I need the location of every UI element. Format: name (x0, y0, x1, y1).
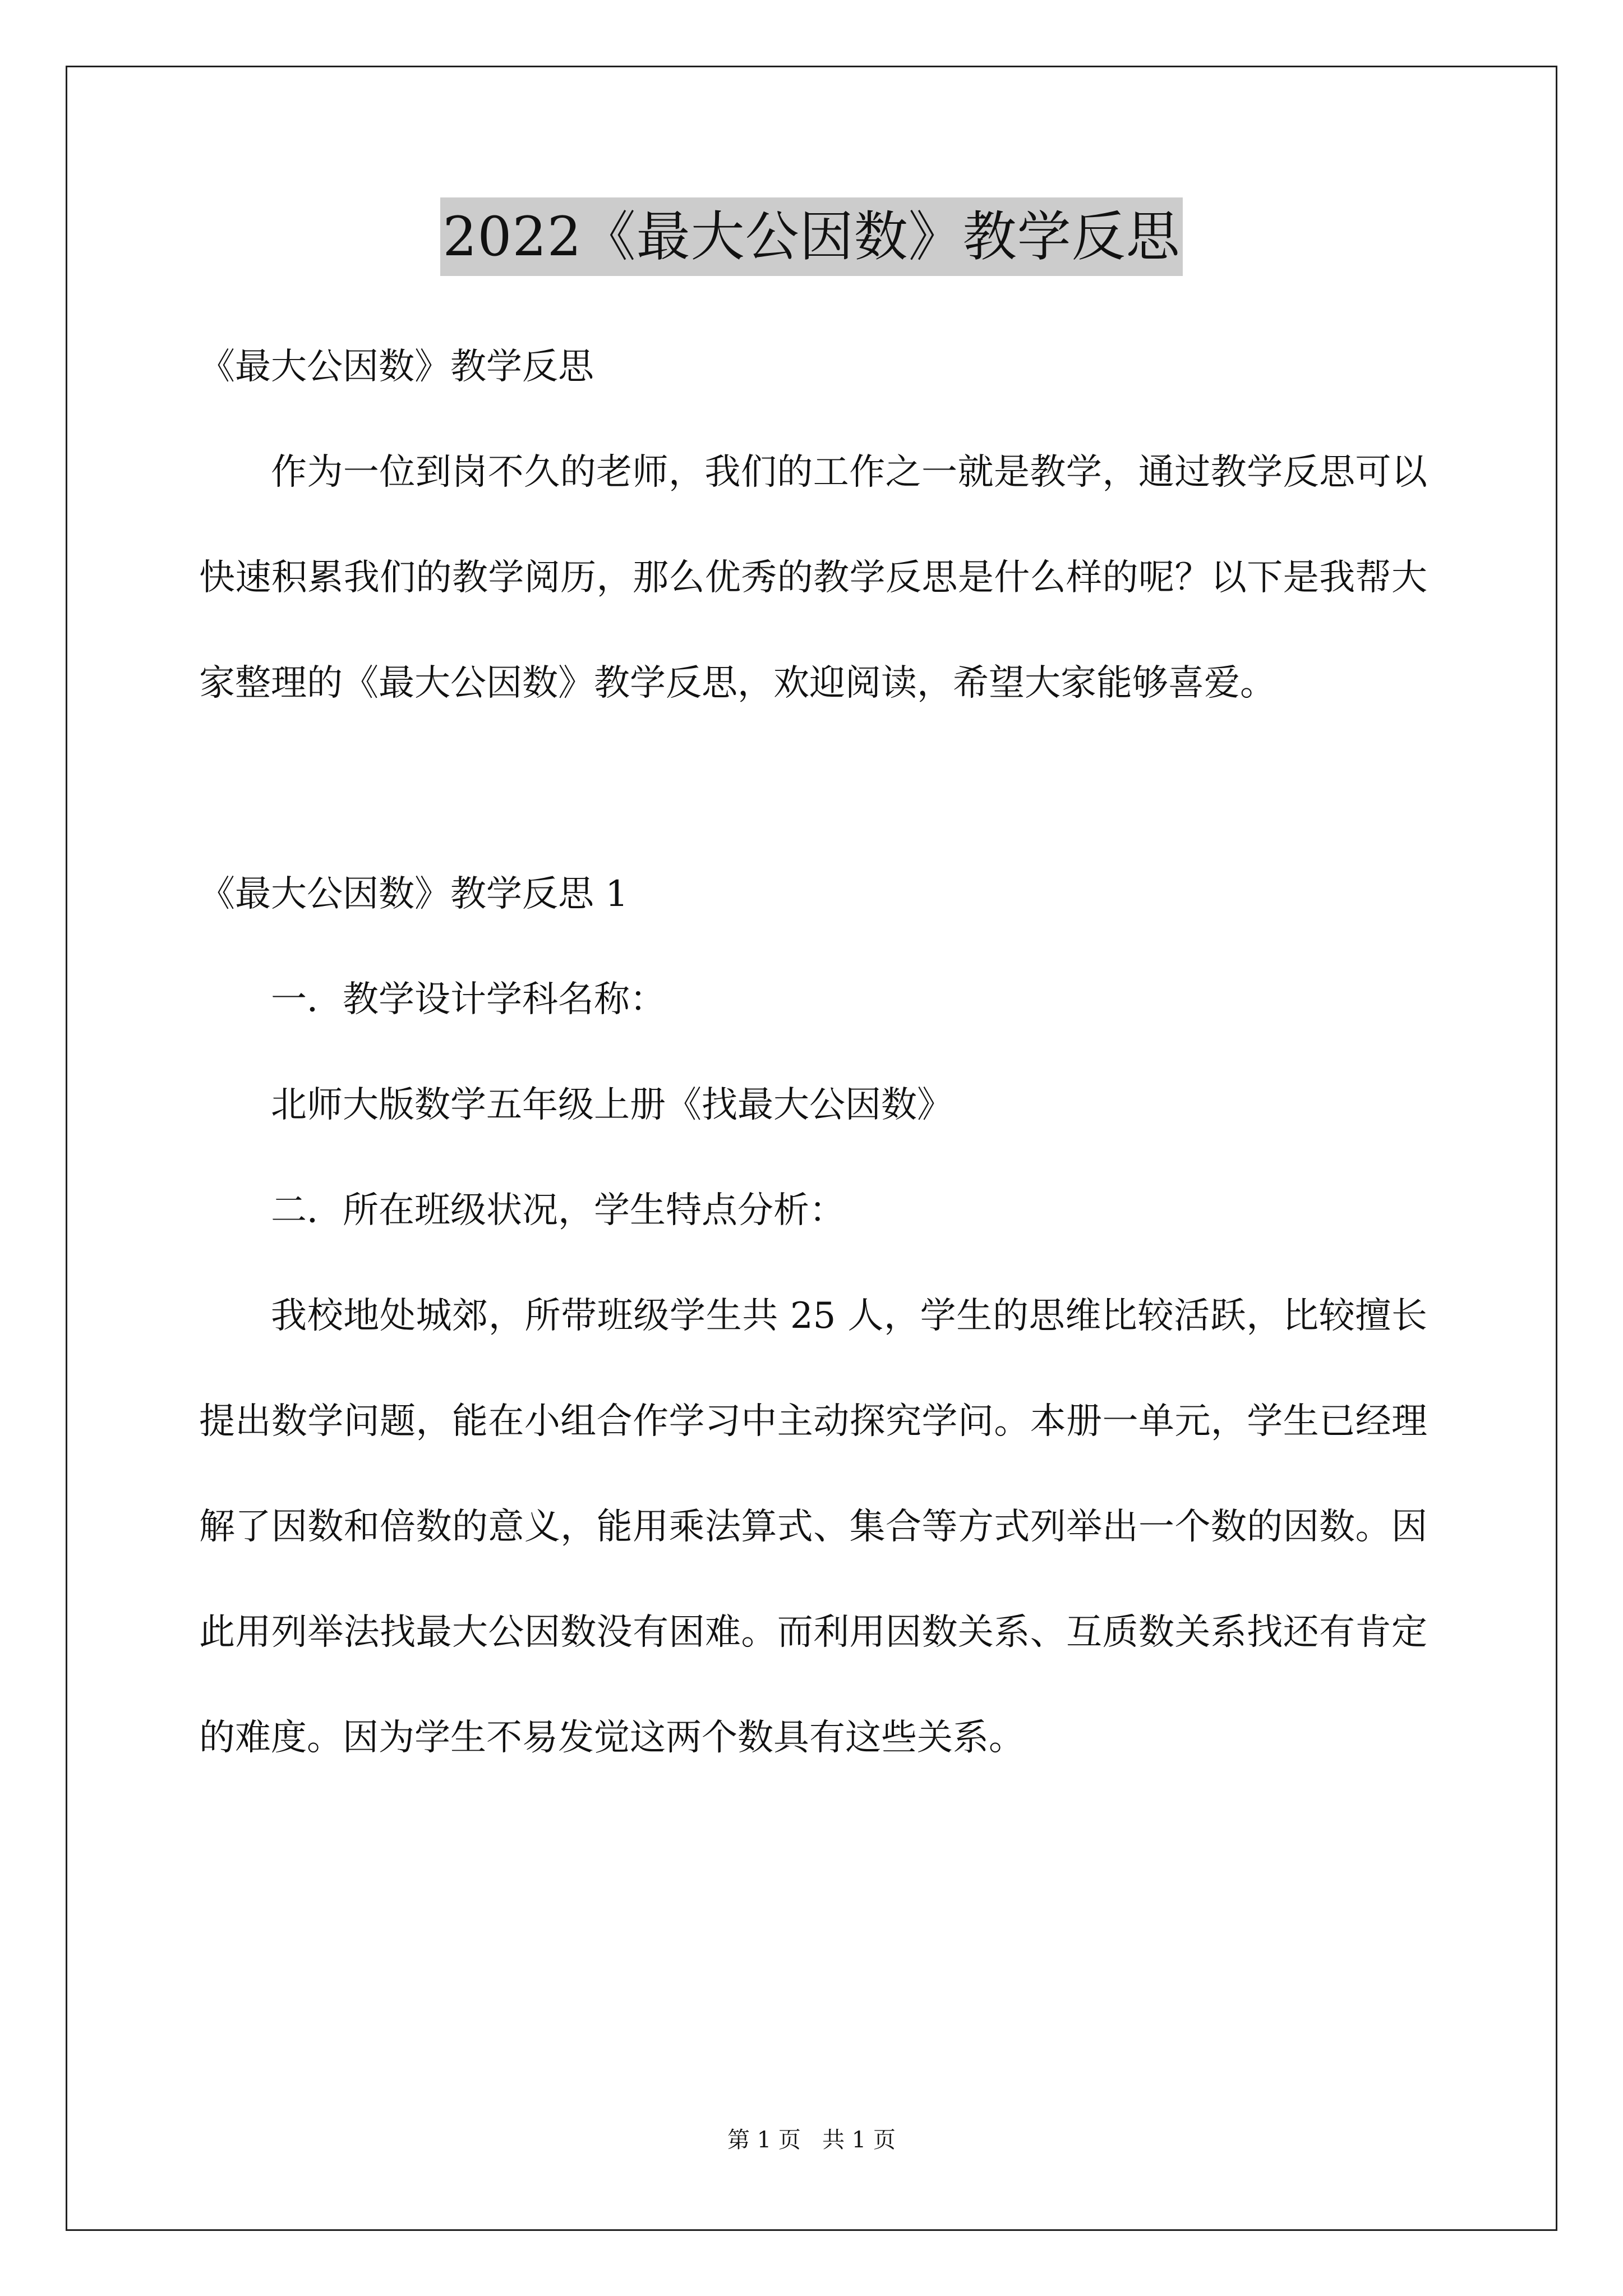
page-total: 共 1 页 (822, 2127, 896, 2153)
document-body (199, 314, 1427, 1791)
intro-paragraph: 作为一位到岗不久的老师，我们的工作之一就是教学，通过教学反思可以快速积累我们的教学阅历，那么优秀的教学反思是什么样的呢？以下是我帮大家整理的《最大公因数》教学反思，欢迎阅读，希望大家能够喜爱。 (199, 452, 1427, 704)
document-title: 2022《最大公因数》教学反思 (440, 197, 1182, 276)
item1-heading: 一．教学设计学科名称： (271, 979, 666, 1020)
item2-text: 我校地处城郊，所带班级学生共 25 人，学生的思维比较活跃，比较擅长提出数学问题，能在小组合作学习中主动探究学问。本册一单元，学生已经理解了因数和倍数的意义，能用乘法算式、集合等方式列举出一个数的因数。因此用列举法找最大公因数没有困难。而利用因数关系、互质数关系找还有肯定的难度。因为学生不易发觉这两个数具有这些关系。 (199, 1295, 1427, 1759)
section-heading: 《最大公因数》教学反思 1 (199, 873, 629, 915)
paragraph-gap (199, 736, 1427, 841)
item1-text: 北师大版数学五年级上册《找最大公因数》 (271, 1084, 953, 1126)
item2-heading: 二．所在班级状况，学生特点分析： (271, 1190, 845, 1231)
document-heading: 《最大公因数》教学反思 (199, 346, 594, 388)
title-wrap (0, 197, 1623, 276)
page-number: 第 1 页 (727, 2127, 801, 2153)
page-footer (0, 2123, 1623, 2157)
